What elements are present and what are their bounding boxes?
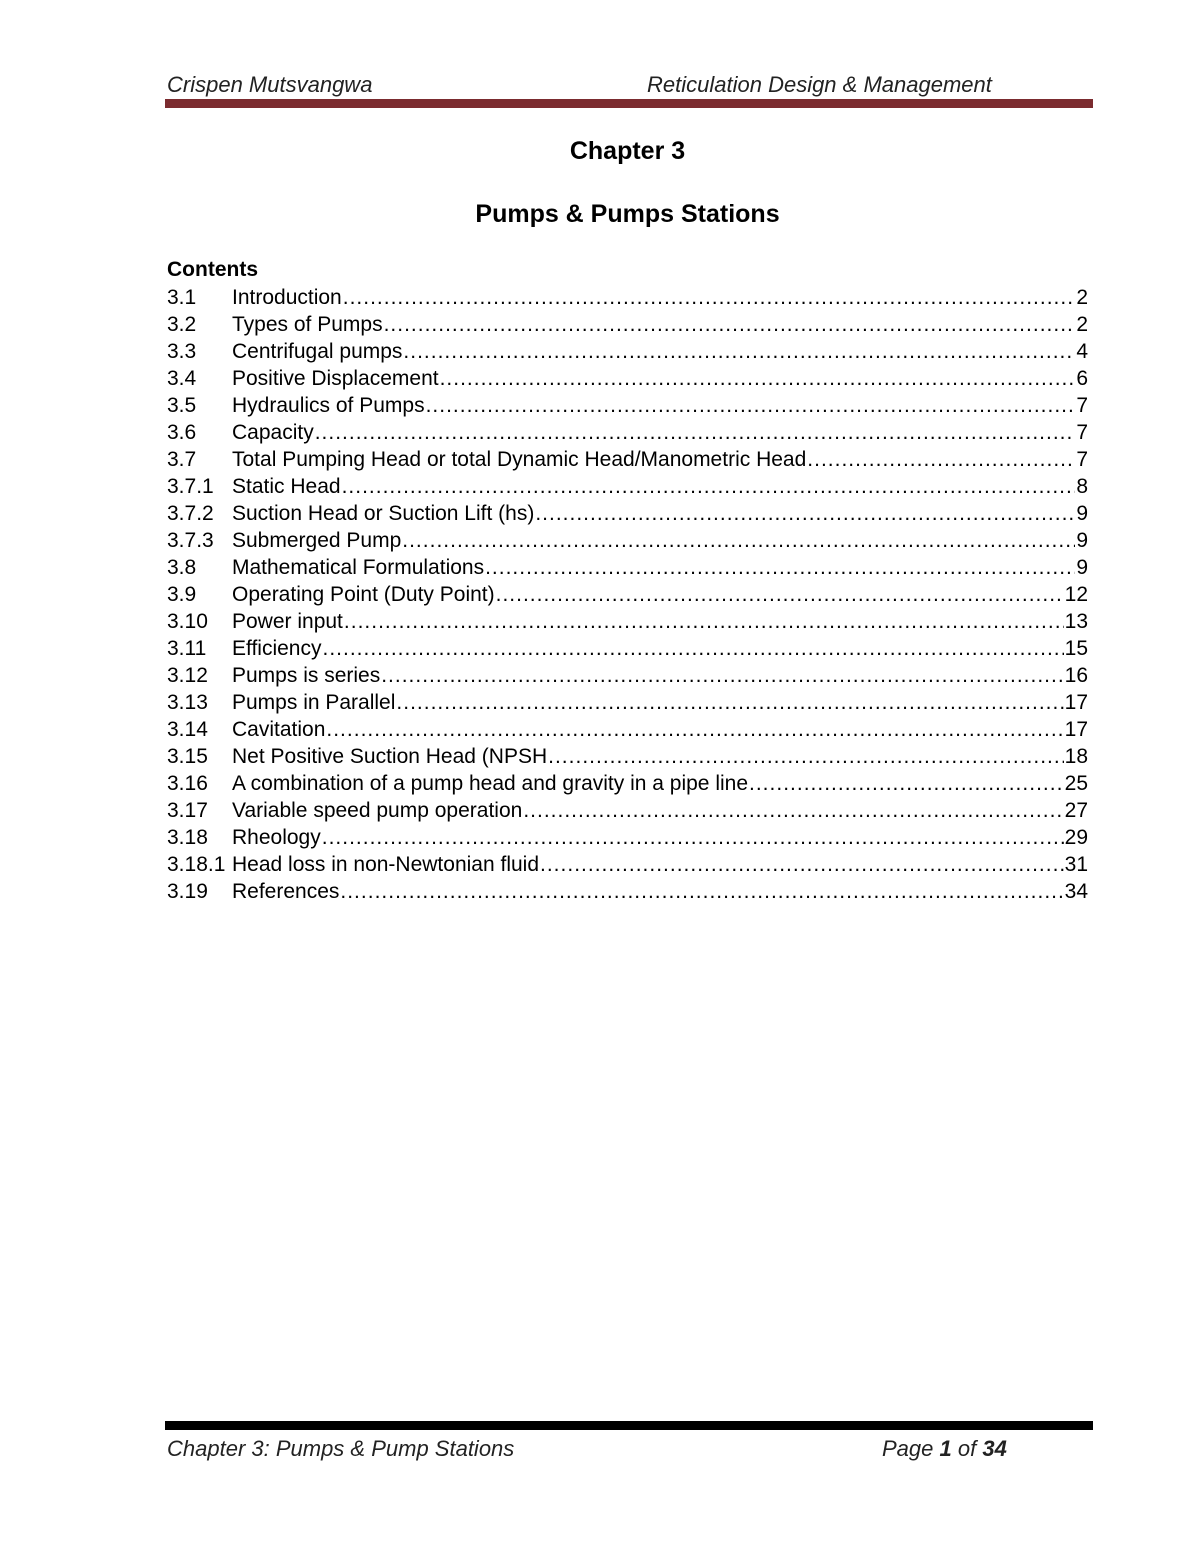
toc-dot-leader	[396, 689, 1063, 716]
toc-entry-page: 9	[1076, 529, 1088, 552]
toc-entry[interactable]	[167, 338, 1088, 365]
toc-dot-leader	[540, 851, 1064, 878]
toc-dot-leader	[384, 311, 1076, 338]
toc-entry-page: 31	[1064, 853, 1088, 876]
toc-entry-title: Types of Pumps	[232, 313, 383, 336]
toc-entry-title: Net Positive Suction Head (NPSH	[232, 745, 548, 768]
toc-entry[interactable]	[167, 797, 1088, 824]
toc-entry-page: 4	[1076, 340, 1088, 363]
toc-entry-title: Capacity	[232, 421, 314, 444]
toc-entry-page: 34	[1064, 880, 1088, 903]
toc-entry-page: 7	[1076, 394, 1088, 417]
toc-entry-number: 3.7.1	[167, 475, 214, 498]
toc-entry-title: Submerged Pump	[232, 529, 402, 552]
toc-entry-page: 9	[1076, 556, 1088, 579]
toc-entry-number: 3.1	[167, 286, 197, 309]
toc-entry-title: Positive Displacement	[232, 367, 439, 390]
toc-entry-page: 6	[1076, 367, 1088, 390]
toc-dot-leader	[496, 581, 1064, 608]
toc-entry-page: 17	[1064, 691, 1088, 714]
toc-entry-page: 7	[1076, 421, 1088, 444]
header-divider	[165, 99, 1093, 108]
toc-dot-leader	[344, 608, 1064, 635]
toc-dot-leader	[381, 662, 1063, 689]
toc-entry-number: 3.15	[167, 745, 208, 768]
footer-page-total: 34	[982, 1436, 1007, 1461]
toc-entry-page: 8	[1076, 475, 1088, 498]
toc-entry-title: Pumps in Parallel	[232, 691, 396, 714]
toc-entry-title: Efficiency	[232, 637, 322, 660]
toc-entry-number: 3.3	[167, 340, 197, 363]
toc-entry[interactable]	[167, 662, 1088, 689]
toc-entry-title: Centrifugal pumps	[232, 340, 403, 363]
toc-entry-number: 3.7.3	[167, 529, 214, 552]
toc-entry-title: A combination of a pump head and gravity in a pipe line	[232, 772, 749, 795]
toc-dot-leader	[315, 419, 1076, 446]
toc-dot-leader	[440, 365, 1076, 392]
toc-entry-page: 2	[1076, 313, 1088, 336]
toc-entry-title: Total Pumping Head or total Dynamic Head/Manometric Head	[232, 448, 807, 471]
toc-entry-number: 3.14	[167, 718, 208, 741]
toc-entry-title: Power input	[232, 610, 343, 633]
toc-entry-page: 15	[1064, 637, 1088, 660]
toc-entry-title: Hydraulics of Pumps	[232, 394, 425, 417]
toc-entry-number: 3.8	[167, 556, 197, 579]
footer-chapter-label: Chapter 3: Pumps & Pump Stations	[167, 1436, 515, 1461]
toc-entry-title: Variable speed pump operation	[232, 799, 523, 822]
toc-entry-title: Rheology	[232, 826, 321, 849]
toc-entry-page: 25	[1064, 772, 1088, 795]
toc-entry[interactable]	[167, 419, 1088, 446]
toc-entry[interactable]	[167, 608, 1088, 635]
toc-dot-leader	[326, 716, 1063, 743]
toc-entry[interactable]	[167, 284, 1088, 311]
toc-entry-number: 3.19	[167, 880, 208, 903]
header-author: Crispen Mutsvangwa	[167, 72, 373, 97]
toc-entry[interactable]	[167, 770, 1088, 797]
toc-entry-page: 29	[1064, 826, 1088, 849]
contents-heading: Contents	[167, 258, 258, 281]
toc-entry-number: 3.10	[167, 610, 208, 633]
toc-entry-page: 7	[1076, 448, 1088, 471]
header-course-title: Reticulation Design & Management	[647, 72, 992, 97]
toc-entry[interactable]	[167, 878, 1088, 905]
toc-dot-leader	[749, 770, 1064, 797]
toc-entry[interactable]	[167, 311, 1088, 338]
toc-entry-title: Cavitation	[232, 718, 326, 741]
toc-dot-leader	[402, 527, 1075, 554]
toc-dot-leader	[548, 743, 1064, 770]
toc-dot-leader	[403, 338, 1075, 365]
toc-dot-leader	[342, 473, 1076, 500]
toc-entry-page: 9	[1076, 502, 1088, 525]
toc-entry-page: 12	[1064, 583, 1088, 606]
toc-entry-page: 13	[1064, 610, 1088, 633]
toc-entry-number: 3.17	[167, 799, 208, 822]
toc-entry-title: Suction Head or Suction Lift (hs)	[232, 502, 535, 525]
toc-entry-number: 3.7.2	[167, 502, 214, 525]
toc-entry-number: 3.5	[167, 394, 197, 417]
toc-entry[interactable]	[167, 446, 1088, 473]
toc-entry-title: References	[232, 880, 340, 903]
toc-entry[interactable]	[167, 581, 1088, 608]
toc-entry[interactable]	[167, 716, 1088, 743]
toc-entry-number: 3.9	[167, 583, 197, 606]
toc-entry-number: 3.12	[167, 664, 208, 687]
toc-dot-leader	[523, 797, 1063, 824]
chapter-subtitle: Pumps & Pumps Stations	[475, 200, 780, 228]
toc-entry-number: 3.11	[167, 637, 207, 660]
toc-entry[interactable]	[167, 554, 1088, 581]
toc-entry-number: 3.16	[167, 772, 208, 795]
footer-divider	[165, 1421, 1093, 1430]
toc-dot-leader	[807, 446, 1075, 473]
toc-entry-number: 3.2	[167, 313, 197, 336]
toc-entry[interactable]	[167, 500, 1088, 527]
toc-entry-page: 16	[1064, 664, 1088, 687]
toc-entry-title: Introduction	[232, 286, 342, 309]
toc-entry[interactable]	[167, 635, 1088, 662]
toc-entry[interactable]	[167, 689, 1088, 716]
toc-entry-number: 3.7	[167, 448, 197, 471]
toc-dot-leader	[323, 635, 1064, 662]
toc-dot-leader	[485, 554, 1075, 581]
toc-entry[interactable]	[167, 527, 1088, 554]
toc-dot-leader	[426, 392, 1076, 419]
toc-entry[interactable]	[167, 743, 1088, 770]
toc-entry-page: 27	[1064, 799, 1088, 822]
toc-entry-number: 3.13	[167, 691, 208, 714]
toc-entry-number: 3.18.1	[167, 853, 226, 876]
footer-page-current: 1	[939, 1436, 952, 1461]
toc-entry[interactable]	[167, 473, 1088, 500]
footer-of-word: of	[957, 1436, 977, 1461]
toc-entry-page: 18	[1064, 745, 1088, 768]
toc-entry-number: 3.4	[167, 367, 197, 390]
toc-entry-title: Operating Point (Duty Point)	[232, 583, 495, 606]
toc-entry-page: 17	[1064, 718, 1088, 741]
footer-page-indicator	[882, 1436, 1007, 1462]
toc-entry-number: 3.6	[167, 421, 197, 444]
toc-entry-title: Pumps is series	[232, 664, 381, 687]
toc-entry[interactable]	[167, 365, 1088, 392]
footer-page-word: Page	[882, 1436, 934, 1461]
toc-entry[interactable]	[167, 824, 1088, 851]
toc-entry-page: 2	[1076, 286, 1088, 309]
toc-entry-title: Static Head	[232, 475, 341, 498]
toc-entry[interactable]	[167, 851, 1088, 878]
toc-dot-leader	[535, 500, 1075, 527]
toc-dot-leader	[322, 824, 1064, 851]
table-of-contents	[167, 284, 1088, 905]
toc-entry-number: 3.18	[167, 826, 208, 849]
toc-entry-title: Head loss in non-Newtonian fluid	[232, 853, 540, 876]
chapter-title: Chapter 3	[569, 137, 686, 165]
toc-entry-title: Mathematical Formulations	[232, 556, 485, 579]
toc-dot-leader	[343, 284, 1076, 311]
toc-entry[interactable]	[167, 392, 1088, 419]
toc-dot-leader	[340, 878, 1063, 905]
